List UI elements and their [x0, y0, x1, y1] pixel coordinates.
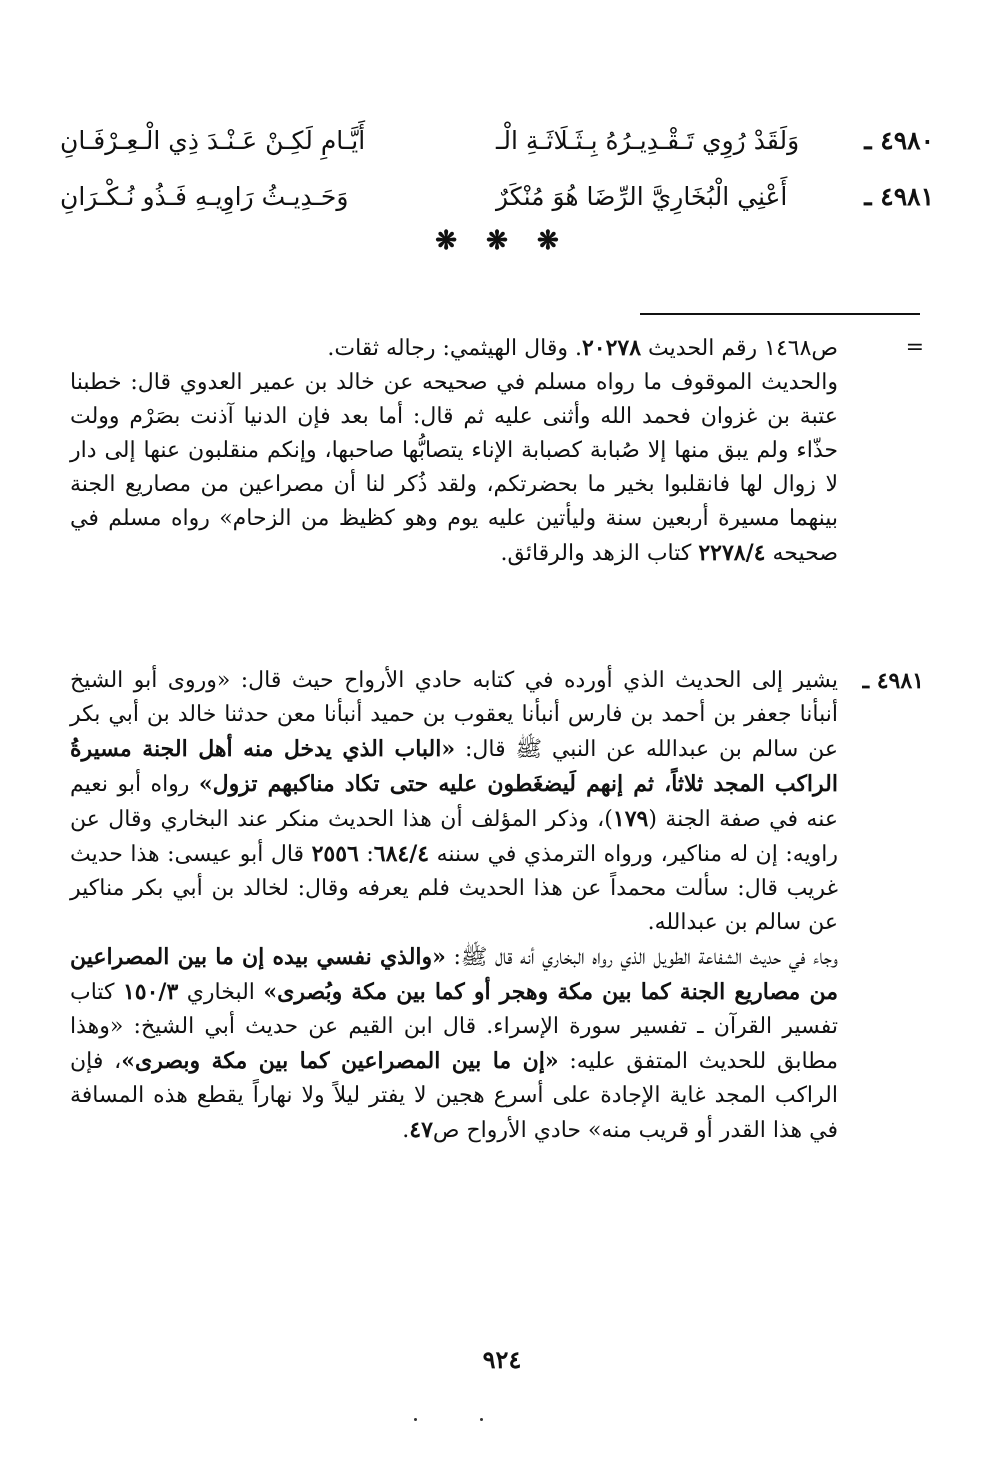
- verse-number: ٤٩٨٠ ـ: [864, 126, 934, 155]
- verse-line: [60, 114, 934, 168]
- verse-second-hemistich: أَيَّـامِ لَكِـنْ عَـنْـدَ ذِي الْـعِـرْفَـانِ: [60, 126, 366, 155]
- reference-number: ٢٢٧٨/٤: [698, 540, 766, 566]
- hadith-number: ٢٠٢٧٨: [581, 335, 642, 361]
- footnote-divider: [640, 313, 920, 315]
- hadith-quote: «والذي نفسي بيده إن ما بين المصراعين من مصاريع الجنة كما بين مكة وهجر أو كما بين مكة وبُصرى»: [70, 944, 838, 1005]
- page-number: ٩٢٤: [482, 1345, 522, 1374]
- speck: [414, 1418, 417, 1421]
- verse-first-hemistich: وَلَقَدْ رُوِي تَـقْـدِيـرُهُ بِـثَـلَاثَـةِ الْـ: [496, 126, 800, 155]
- footnote-paragraph: ص١٤٦٨ رقم الحديث ٢٠٢٧٨. وقال الهيثمي: رجاله ثقات.: [327, 335, 838, 361]
- section-separator: ❋ ❋ ❋: [435, 226, 569, 256]
- footnote-paragraph: يشير إلى الحديث الذي أورده في كتابه حادي الأرواح حيث قال: «وروى أبو الشيخ أنبأنا جعفر بن أحمد بن فارس أنبأنا يعقوب بن حميد أنبأنا معن حدثنا خالد بن أبي بكر عن سالم بن عبدالله عن النبي ﷺ قال: «الباب الذي يدخل منه أهل الجنة مسيرةُ الراكب المجد ثلاثاً، ثم إنهم لَيضغَطون عليه حتى تكاد مناكبهم تزول» رواه أبو نعيم عنه في صفة الجنة (١٧٩)، وذكر المؤلف أن هذا الحديث منكر عند البخاري وقال عن راويه: إن له مناكير، ورواه الترمذي في سننه ٦٨٤/٤: ٢٥٥٦ قال أبو عيسى: هذا حديث غريب قال: سألت محمداً عن هذا الحديث فلم يعرفه وقال: لخالد بن أبي بكر مناكير عن سالم بن عبدالله.: [70, 668, 839, 935]
- speck: [480, 1418, 483, 1421]
- footnote-continuation-marker: =: [905, 335, 924, 360]
- footnote-note: [70, 664, 838, 1148]
- verse-first-hemistich: أَعْنِي الْبُخَارِيَّ الرِّضَا هُوَ مُنْكَرٌ: [496, 182, 788, 211]
- footnote-paragraph: وجاء في حديث الشفاعة الطويل الذي رواه البخاري أنه قال ﷺ: «والذي نفسي بيده إن ما بين المصراعين من مصاريع الجنة كما بين مكة وهجر أو كما بين مكة وبُصرى» البخاري ١٥٠/٣ كتاب تفسير القرآن ـ تفسير سورة الإسراء. قال ابن القيم عن حديث أبي الشيخ: «وهذا مطابق للحديث المتفق عليه: «إن ما بين المصراعين كما بين مكة وبصرى»، فإن الراكب المجد غاية الإجادة على أسرع هجين لا يفتر ليلاً ولا نهاراً يقطع هذه المسافة في هذا القدر أو قريب منه» حادي الأرواح ص٤٧.: [70, 944, 838, 1143]
- scan-specks: [414, 1418, 504, 1422]
- hadith-quote: «إن ما بين المصراعين كما بين مكة وبصرى»: [121, 1048, 559, 1074]
- verse-second-hemistich: وَحَـدِيـثُ رَاوِيـهِ فَـذُو نُـكْـرَانِ: [60, 182, 349, 211]
- footnote-paragraph: والحديث الموقوف ما رواه مسلم في صحيحه عن خالد بن عمير العدوي قال: خطبنا عتبة بن غزوان فحمد الله وأثنى عليه ثم قال: أما بعد فإن الدنيا آذنت بصَرْم وولت حذّاء ولم يبق منها إلا صُبابة كصبابة الإناء يتصابُّها صاحبها، وإنكم منقلبون عنها إلى دار لا زوال لها فانقلبوا بخير ما بحضرتكم، ولقد ذُكر لنا أن مصراعين من مصاريع الجنة بينهما مسيرة أربعين سنة وليأتين عليه يوم وهو كظيظ من الزحام» رواه مسلم في صحيحه ٢٢٧٨/٤ كتاب الزهد والرقائق.: [70, 370, 838, 566]
- verse-line: [60, 170, 934, 224]
- footnote-continuation: [70, 331, 838, 571]
- hadith-quote: «الباب الذي يدخل منه أهل الجنة مسيرةُ الراكب المجد ثلاثاً، ثم إنهم لَيضغَطون عليه حتى تكاد مناكبهم تزول»: [70, 736, 838, 797]
- footnote-number: ٤٩٨١ ـ: [862, 668, 924, 694]
- verse-number: ٤٩٨١ ـ: [864, 182, 934, 211]
